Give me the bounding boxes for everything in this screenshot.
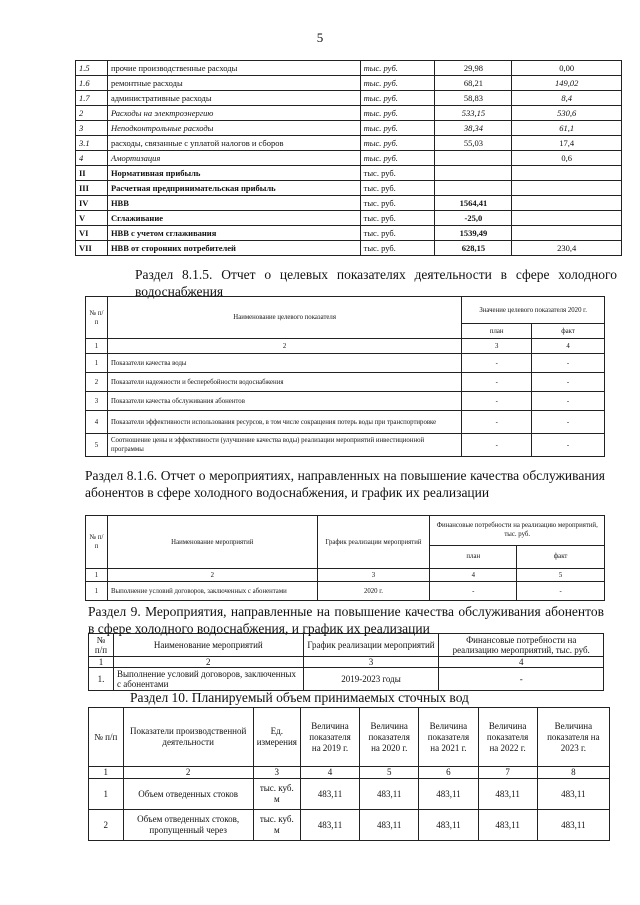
header-fact: факт	[517, 545, 605, 568]
header-value: Значение целевого показателя 2020 г.	[462, 297, 605, 324]
table-row: VII НВВ от сторонних потребителей тыс. руб. 628,15 230,4	[76, 241, 622, 256]
column-header: Величина показателя на 2021 г.	[419, 708, 478, 767]
index-cell: 2	[107, 339, 461, 354]
header-name: Наименование мероприятий	[107, 516, 317, 569]
index-cell: 2	[123, 767, 253, 779]
header-finance: Финансовые потребности на реализацию мероприятий, тыс. руб.	[430, 516, 605, 546]
header-num: № п/п	[86, 516, 108, 569]
table-row: 3 Неподконтрольные расходы тыс. руб. 38,34 61,1	[76, 121, 622, 136]
table-row: 1 Объем отведенных стоков тыс. куб. м 483,11 483,11 483,11 483,11 483,11	[89, 779, 610, 810]
table-row: 1.6 ремонтные расходы тыс. руб. 68,21 149,02	[76, 76, 622, 91]
table-row: 2 Расходы на электроэнергию тыс. руб. 533,15 530,6	[76, 106, 622, 121]
table-row: 1 Показатели качества воды - -	[86, 354, 605, 373]
table-row: IV НВВ тыс. руб. 1564,41	[76, 196, 622, 211]
table-row: 5 Соотношение цены и эффективности (улучшение качества воды) реализации мероприятий инвестиционной программы - -	[86, 434, 605, 457]
header-num: № п/п	[86, 297, 108, 339]
section-8-1-6-title: Раздел 8.1.6. Отчет о мероприятиях, направленных на повышение качества обслуживания абонентов в сфере холодного водоснабжения, и график их реализации	[85, 468, 605, 500]
index-cell: 4	[439, 657, 604, 668]
index-cell: 1	[89, 657, 114, 668]
table-row: 1.7 административные расходы тыс. руб. 58,83 8,4	[76, 91, 622, 106]
column-header: Показатели производственной деятельности	[123, 708, 253, 767]
table-row: 4 Амортизация тыс. руб. 0,6	[76, 151, 622, 166]
table-row: II Нормативная прибыль тыс. руб.	[76, 166, 622, 181]
index-cell: 3	[462, 339, 532, 354]
index-cell: 3	[317, 569, 430, 582]
cost-table	[75, 60, 622, 256]
index-cell: 1	[86, 339, 108, 354]
table-row: III Расчетная предпринимательская прибыль тыс. руб.	[76, 181, 622, 196]
table-row: 2 Показатели надежности и бесперебойности водоснабжения - -	[86, 373, 605, 392]
index-cell: 4	[430, 569, 517, 582]
column-header: Величина показателя на 2019 г.	[300, 708, 359, 767]
measures-report-table	[85, 515, 605, 601]
header-plan: план	[462, 324, 532, 339]
header-name: Наименование целевого показателя	[107, 297, 461, 339]
header-num: № п/п	[89, 634, 114, 657]
header-plan: план	[430, 545, 517, 568]
section-8-1-5-title: Раздел 8.1.5. Отчет о целевых показателях деятельности в сфере холодного водоснабжения	[135, 267, 617, 299]
index-cell: 7	[478, 767, 537, 779]
index-cell: 4	[300, 767, 359, 779]
index-cell: 3	[253, 767, 300, 779]
table-row: V Сглаживание тыс. руб. -25,0	[76, 211, 622, 226]
header-schedule: График реализации мероприятий	[317, 516, 430, 569]
table-row: 1 Выполнение условий договоров, заключенных с абонентами 2020 г. - -	[86, 582, 605, 601]
header-schedule: График реализации мероприятий	[303, 634, 439, 657]
column-header: Величина показателя на 2020 г.	[360, 708, 419, 767]
index-cell: 1	[86, 569, 108, 582]
header-fact: факт	[532, 324, 605, 339]
header-finance: Финансовые потребности на реализацию мероприятий, тыс. руб.	[439, 634, 604, 657]
column-header: Ед. измерения	[253, 708, 300, 767]
column-header: Величина показателя на 2023 г.	[537, 708, 609, 767]
wastewater-table	[88, 707, 610, 841]
index-cell: 5	[517, 569, 605, 582]
index-cell: 8	[537, 767, 609, 779]
table-row: 3 Показатели качества обслуживания абонентов - -	[86, 392, 605, 411]
header-name: Наименование мероприятий	[113, 634, 303, 657]
column-header: № п/п	[89, 708, 124, 767]
table-row: VI НВВ с учетом сглаживания тыс. руб. 1539,49	[76, 226, 622, 241]
page-number: 5	[316, 30, 324, 45]
measures-plan-table	[88, 633, 604, 691]
index-cell: 3	[303, 657, 439, 668]
table-row: 1. Выполнение условий договоров, заключенных с абонентами 2019-2023 годы -	[89, 668, 604, 691]
index-cell: 1	[89, 767, 124, 779]
table-row: 4 Показатели эффективности использования ресурсов, в том числе сокращения потерь воды при транспортировке - -	[86, 411, 605, 434]
index-cell: 4	[532, 339, 605, 354]
index-cell: 5	[360, 767, 419, 779]
section-10-title: Раздел 10. Планируемый объем принимаемых сточных вод	[130, 690, 469, 705]
table-row: 2 Объем отведенных стоков, пропущенный через тыс. куб. м 483,11 483,11 483,11 483,11 483,11	[89, 810, 610, 841]
column-header: Величина показателя на 2022 г.	[478, 708, 537, 767]
table-row: 3.1 расходы, связанные с уплатой налогов и сборов тыс. руб. 55,03 17,4	[76, 136, 622, 151]
index-cell: 2	[107, 569, 317, 582]
section-9-title: Раздел 9. Мероприятия, направленные на повышение качества обслуживания абонентов в сфере холодного водоснабжения, и график их реализации	[88, 604, 604, 636]
target-indicators-table	[85, 296, 605, 457]
table-row: 1.5 прочие производственные расходы тыс. руб. 29,98 0,00	[76, 61, 622, 76]
index-cell: 2	[113, 657, 303, 668]
index-cell: 6	[419, 767, 478, 779]
